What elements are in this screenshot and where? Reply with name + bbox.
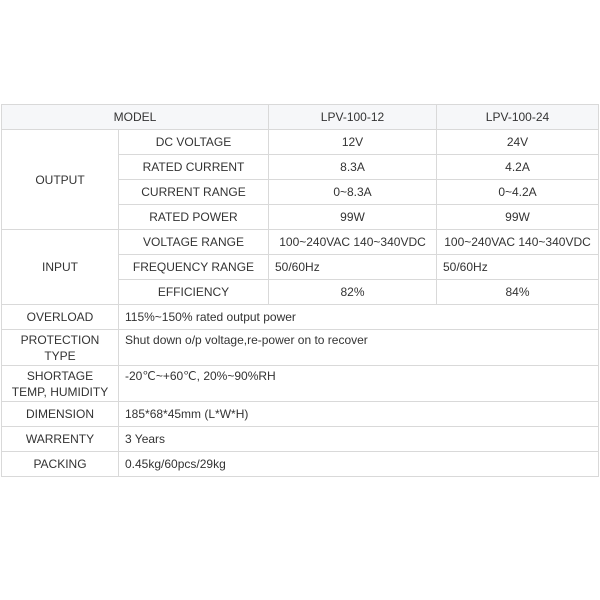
table-row xyxy=(2,230,599,255)
table-row xyxy=(2,402,599,427)
table-row xyxy=(2,452,599,477)
spec-label: WARRENTY xyxy=(2,427,119,452)
spec-value: 100~240VAC 140~340VDC xyxy=(269,230,437,255)
spec-label: OVERLOAD xyxy=(2,305,119,330)
spec-value: 0~4.2A xyxy=(437,180,599,205)
spec-value: 185*68*45mm (L*W*H) xyxy=(119,402,599,427)
output-group-label: OUTPUT xyxy=(2,130,119,230)
table-row xyxy=(2,427,599,452)
model-name-2: LPV-100-24 xyxy=(437,105,599,130)
header-row xyxy=(2,105,599,130)
table-row xyxy=(2,366,599,402)
spec-value: 115%~150% rated output power xyxy=(119,305,599,330)
table-row xyxy=(2,330,599,366)
spec-value: 84% xyxy=(437,280,599,305)
model-name-1: LPV-100-12 xyxy=(269,105,437,130)
spec-name: DC VOLTAGE xyxy=(119,130,269,155)
spec-label: DIMENSION xyxy=(2,402,119,427)
spec-value: Shut down o/p voltage,re-power on to recover xyxy=(119,330,599,366)
spec-label: PACKING xyxy=(2,452,119,477)
spec-value: 0.45kg/60pcs/29kg xyxy=(119,452,599,477)
spec-value: 8.3A xyxy=(269,155,437,180)
spec-value: 50/60Hz xyxy=(269,255,437,280)
spec-label: PROTECTION TYPE xyxy=(2,330,119,366)
table-row xyxy=(2,305,599,330)
input-group-label: INPUT xyxy=(2,230,119,305)
spec-value: 3 Years xyxy=(119,427,599,452)
spec-name: RATED CURRENT xyxy=(119,155,269,180)
spec-value: 24V xyxy=(437,130,599,155)
spec-value: 99W xyxy=(269,205,437,230)
model-header: MODEL xyxy=(2,105,269,130)
spec-value: 4.2A xyxy=(437,155,599,180)
spec-value: 100~240VAC 140~340VDC xyxy=(437,230,599,255)
spec-value: 0~8.3A xyxy=(269,180,437,205)
spec-value: 82% xyxy=(269,280,437,305)
spec-name: FREQUENCY RANGE xyxy=(119,255,269,280)
spec-value: 99W xyxy=(437,205,599,230)
spec-value: 50/60Hz xyxy=(437,255,599,280)
spec-name: EFFICIENCY xyxy=(119,280,269,305)
spec-label: SHORTAGE TEMP, HUMIDITY xyxy=(2,366,119,402)
spec-name: CURRENT RANGE xyxy=(119,180,269,205)
spec-name: RATED POWER xyxy=(119,205,269,230)
spec-name: VOLTAGE RANGE xyxy=(119,230,269,255)
spec-value: -20℃~+60℃, 20%~90%RH xyxy=(119,366,599,402)
table-row xyxy=(2,130,599,155)
spec-value: 12V xyxy=(269,130,437,155)
spec-table xyxy=(1,104,599,477)
